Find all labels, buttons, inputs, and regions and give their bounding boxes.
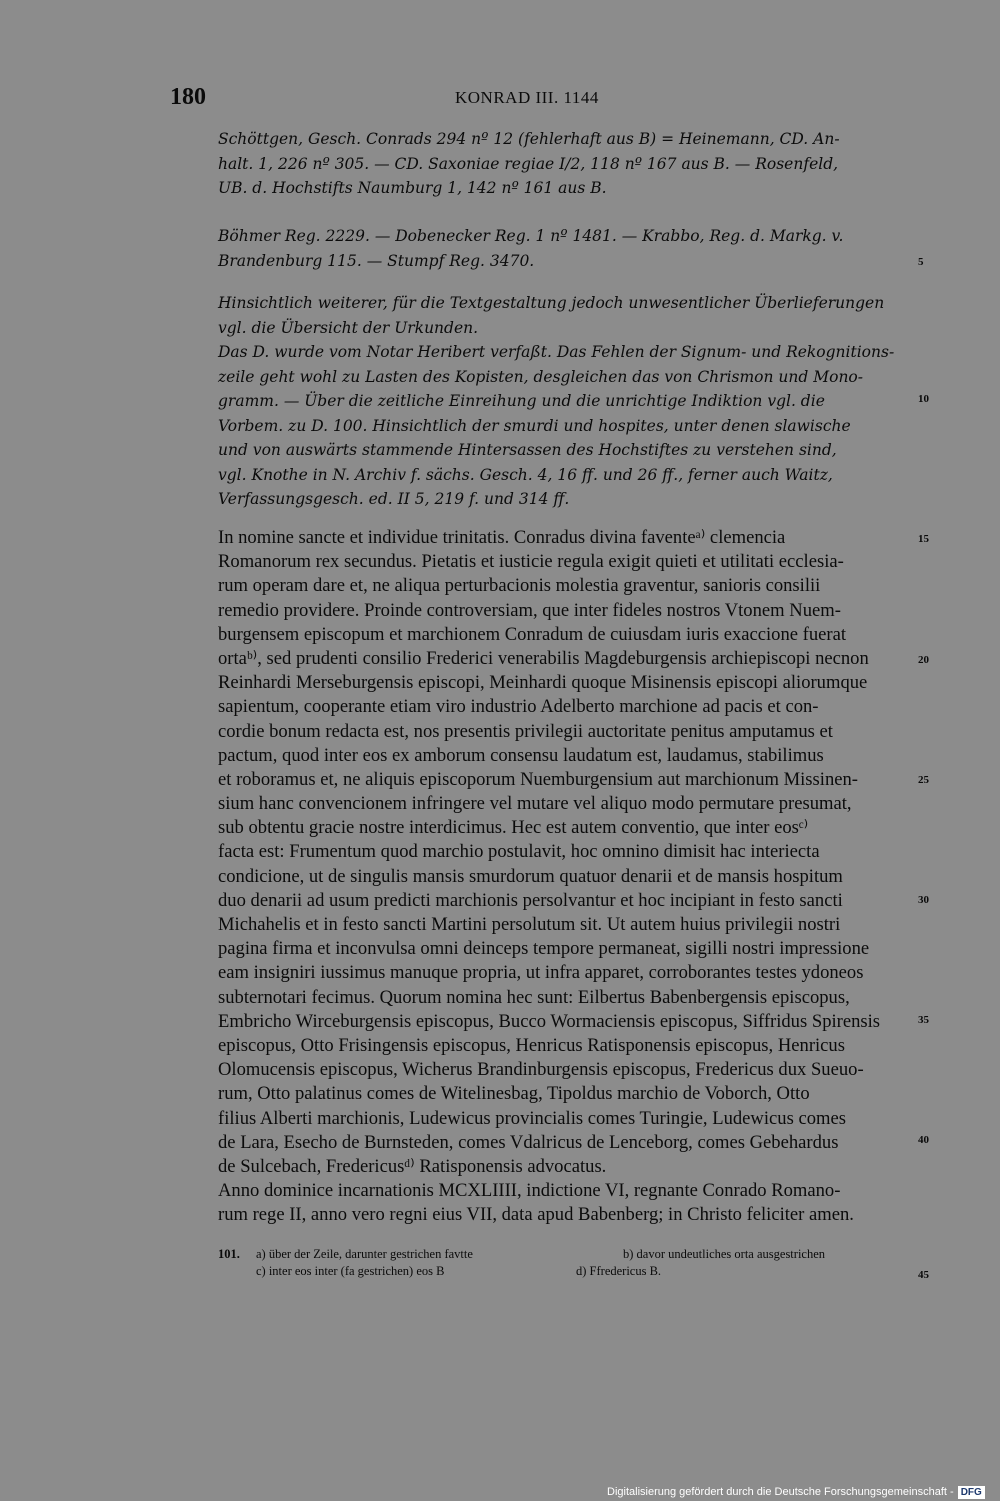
commentary-line: Das D. wurde vom Notar Heribert verfaßt. Das Fehlen der Signum- und Rekognitions- bbox=[218, 343, 895, 361]
text-line: pactum, quod inter eos ex amborum consensu laudatum est, laudamus, stabilimus bbox=[218, 744, 824, 766]
line-number: 10 bbox=[918, 393, 929, 405]
regesta-block bbox=[218, 224, 910, 273]
line-number: 20 bbox=[918, 654, 929, 666]
text-line: sium hanc convencionem infringere vel mutare vel aliquo modo permutare presumat, bbox=[218, 793, 852, 815]
text-line: de Sulcebach, Fredericusᵈ⁾ Ratisponensis advocatus. bbox=[218, 1155, 607, 1177]
text-line: ortaᵇ⁾, sed prudenti consilio Frederici venerabilis Magdeburgensis archiepiscopi necnon bbox=[218, 647, 869, 669]
line-number: 30 bbox=[918, 894, 929, 906]
text-line: Reinhardi Merseburgensis episcopi, Meinhardi quoque Misinensis episcopi aliorumque bbox=[218, 672, 868, 694]
text-line: pagina firma et inconvulsa omni deinceps tempore permaneat, sigilli nostri impressione bbox=[218, 938, 870, 960]
text-line: filius Alberti marchionis, Ludewicus provincialis comes Turingie, Ludewicus comes bbox=[218, 1107, 846, 1129]
commentary-line: vgl. die Übersicht der Urkunden. bbox=[218, 318, 479, 337]
text-line: burgensem episcopum et marchionem Conradum de cuiusdam iuris exaccione fuerat bbox=[218, 623, 847, 645]
editions-block bbox=[218, 127, 910, 201]
line-number: 15 bbox=[918, 533, 929, 545]
text-line: rum rege II, anno vero regni eius VII, data apud Babenberg; in Christo feliciter amen. bbox=[218, 1204, 854, 1226]
line-number: 5 bbox=[918, 256, 924, 268]
editions-line: halt. 1, 226 nº 305. — CD. Saxoniae regiae I/2, 118 nº 167 aus B. — Rosenfeld, bbox=[218, 154, 839, 173]
text-line: Anno dominice incarnationis MCXLIIII, indictione VI, regnante Conrado Romano- bbox=[218, 1180, 841, 1202]
text-line: subternotari fecimus. Quorum nomina hec sunt: Eilbertus Babenbergensis episcopus, bbox=[218, 986, 850, 1008]
page-header bbox=[170, 84, 910, 114]
text-line: Romanorum rex secundus. Pietatis et iusticie regula exigit quieti et utilitati ecclesia- bbox=[218, 551, 844, 573]
regesta-line: Brandenburg 115. — Stumpf Reg. 3470. bbox=[218, 251, 535, 270]
running-title: KONRAD III. 1144 bbox=[455, 88, 599, 107]
text-line: sapientum, cooperante etiam viro industrio Adelberto marchione ad pacis et con- bbox=[218, 696, 819, 718]
footer-text: Digitalisierung gefördert durch die Deutsche Forschungsgemeinschaft - bbox=[607, 1486, 954, 1498]
text-line: In nomine sancte et individue trinitatis. Conradus divina faventeᵃ⁾ clemencia bbox=[218, 527, 786, 548]
text-line: et roboramus et, ne aliquis episcoporum Nuemburgensium aut marchionum Missinen- bbox=[218, 768, 858, 790]
charter-text bbox=[218, 526, 910, 1227]
text-line: cordie bonum redacta est, nos presentis privilegii auctoritate penitus amputamus et bbox=[218, 720, 833, 742]
text-line: sub obtentu gracie nostre interdicimus. Hec est autem conventio, que inter eosᶜ⁾ bbox=[218, 817, 809, 839]
text-line: episcopus, Otto Frisingensis episcopus, Henricus Ratisponensis episcopus, Henricus bbox=[218, 1034, 845, 1056]
commentary-line: und von auswärts stammende Hintersassen des Hochstiftes zu verstehen sind, bbox=[218, 441, 837, 459]
text-line: remedio providere. Proinde controversiam, que inter fideles nostros Vtonem Nuem- bbox=[218, 599, 841, 621]
commentary-line: zeile geht wohl zu Lasten des Kopisten, desgleichen das von Chrismon und Mono- bbox=[218, 367, 863, 386]
regesta-line: Böhmer Reg. 2229. — Dobenecker Reg. 1 nº 1481. — Krabbo, Reg. d. Markg. v. bbox=[218, 227, 844, 245]
editions-line: UB. d. Hochstifts Naumburg 1, 142 nº 161 aus B. bbox=[218, 179, 607, 197]
commentary-line: Hinsichtlich weiterer, für die Textgestaltung jedoch unwesentlicher Überlieferungen bbox=[218, 294, 885, 312]
text-line: condicione, ut de singulis mansis smurdorum quatuor denarii et de mansis hospitum bbox=[218, 865, 843, 887]
footnotes bbox=[218, 1246, 910, 1280]
text-line: de Lara, Esecho de Burnsteden, comes Vdalricus de Lenceborg, comes Gebehardus bbox=[218, 1131, 839, 1153]
line-number: 40 bbox=[918, 1134, 929, 1146]
commentary-line: vgl. Knothe in N. Archiv f. sächs. Gesch. 4, 16 ff. und 26 ff., ferner auch Waitz, bbox=[218, 465, 833, 484]
text-line: Olomucensis episcopus, Wicherus Brandinburgensis episcopus, Fredericus dux Sueuo- bbox=[218, 1059, 864, 1081]
commentary-block bbox=[218, 291, 910, 512]
text-line: duo denarii ad usum predicti marchionis persolvantur et hoc incipiant in festo sancti bbox=[218, 889, 843, 911]
editions-line: Schöttgen, Gesch. Conrads 294 nº 12 (fehlerhaft aus B) = Heinemann, CD. An- bbox=[218, 130, 840, 148]
line-number: 45 bbox=[918, 1269, 929, 1281]
line-number: 35 bbox=[918, 1014, 929, 1026]
digitization-footer bbox=[607, 1484, 985, 1500]
page-number: 180 bbox=[170, 84, 206, 110]
commentary-line: gramm. — Über die zeitliche Einreihung und die unrichtige Indiktion vgl. die bbox=[218, 392, 825, 410]
commentary-line: Verfassungsgesch. ed. II 5, 219 f. und 314 ff. bbox=[218, 490, 570, 508]
text-line: Embricho Wirceburgensis episcopus, Bucco Wormaciensis episcopus, Siffridus Spirensis bbox=[218, 1010, 881, 1032]
text-line: rum operam dare et, ne aliqua perturbacionis molestia graventur, sanioris consilii bbox=[218, 575, 821, 597]
footnote-document-number: 101. bbox=[218, 1247, 240, 1261]
footnote-row bbox=[218, 1263, 910, 1280]
dfg-logo: DFG bbox=[958, 1486, 985, 1499]
text-line: eam insigniri iussimus manuque propria, ut infra apparet, corroborantes testes ydoneos bbox=[218, 962, 864, 984]
footnote-b: b) davor undeutliches orta ausgestrichen bbox=[623, 1247, 826, 1261]
text-line: Michahelis et in festo sancti Martini persolutum sit. Ut autem huius privilegii nostri bbox=[218, 914, 841, 935]
text-line: rum, Otto palatinus comes de Witelinesbag, Tipoldus marchio de Voborch, Otto bbox=[218, 1083, 810, 1105]
footnote-a: a) über der Zeile, darunter gestrichen favtte bbox=[256, 1247, 473, 1261]
text-line: facta est: Frumentum quod marchio postulavit, hoc omnino dimisit hac interiecta bbox=[218, 841, 820, 863]
line-number: 25 bbox=[918, 774, 929, 786]
footnote-d: d) Ffredericus B. bbox=[576, 1264, 662, 1278]
footnote-row bbox=[218, 1246, 910, 1263]
footnote-c: c) inter eos inter (fa gestrichen) eos B bbox=[256, 1264, 445, 1278]
commentary-line: Vorbem. zu D. 100. Hinsichtlich der smurdi und hospites, unter denen slawische bbox=[218, 416, 851, 435]
